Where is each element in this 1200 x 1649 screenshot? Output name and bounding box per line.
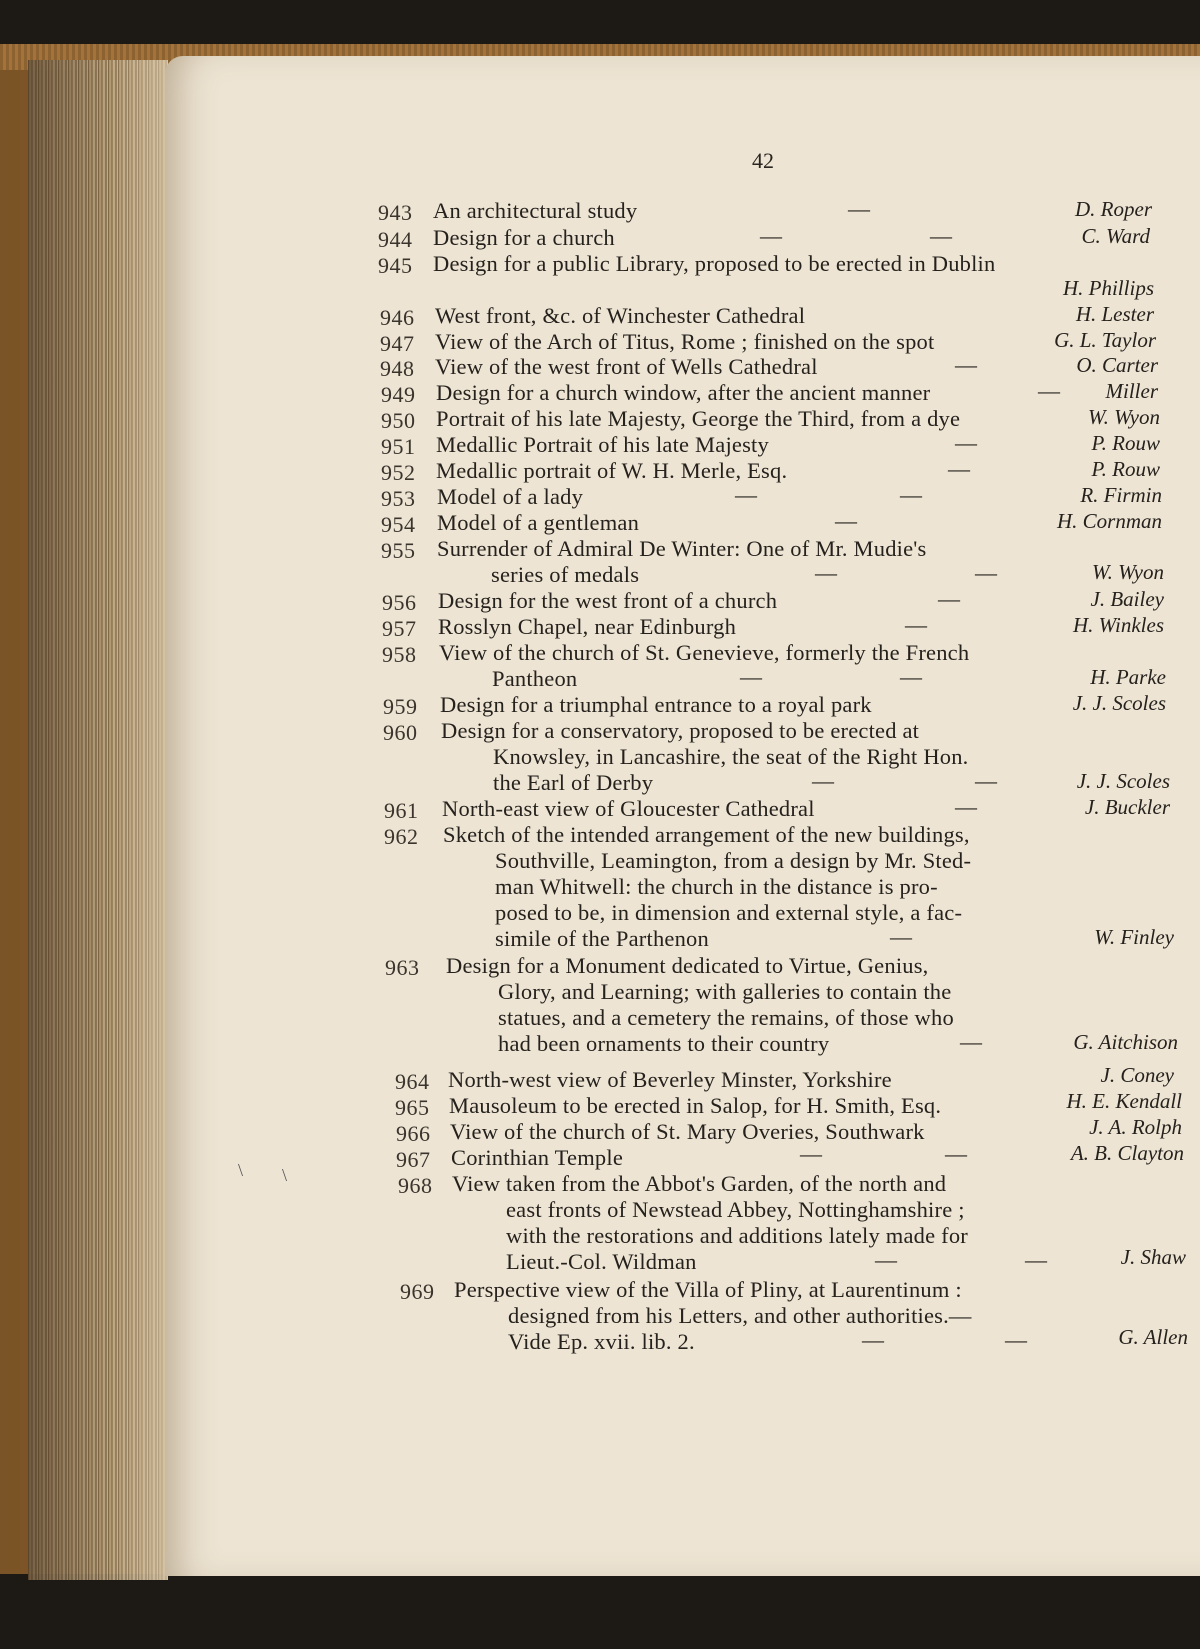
artist-name: H. Lester bbox=[1075, 302, 1154, 326]
entry-title: Design for a conservatory, proposed to be erected at bbox=[441, 718, 920, 743]
leader-dash: — bbox=[948, 456, 970, 481]
artist-name: O. Carter bbox=[1076, 353, 1158, 377]
entry-title-continued: east fronts of Newstead Abbey, Nottinghamshire ; bbox=[506, 1197, 965, 1222]
artist-name: J. Coney bbox=[1100, 1063, 1174, 1087]
entry-number: 943 bbox=[378, 200, 413, 225]
entry-title: West front, &c. of Winchester Cathedral bbox=[435, 303, 806, 328]
leader-dash: — bbox=[930, 223, 952, 248]
artist-name: W. Finley bbox=[1094, 925, 1174, 949]
leader-dash: — bbox=[938, 586, 960, 611]
artist-name: H. Winkles bbox=[1073, 613, 1164, 637]
leader-dash: — bbox=[955, 430, 977, 455]
entry-number: 955 bbox=[381, 538, 416, 563]
entry-number: 950 bbox=[381, 408, 416, 433]
entry-number: 957 bbox=[382, 616, 417, 641]
entry-title: Medallic portrait of W. H. Merle, Esq. bbox=[436, 458, 788, 483]
entry-number: 946 bbox=[380, 305, 415, 330]
entry-title: Rosslyn Chapel, near Edinburgh bbox=[438, 614, 737, 639]
entry-title: Portrait of his late Majesty, George the Third, from a dye bbox=[436, 406, 961, 431]
artist-name: J. Bailey bbox=[1090, 587, 1164, 611]
leader-dash: — bbox=[740, 664, 762, 689]
artist-name: H. Parke bbox=[1090, 665, 1166, 689]
entry-title-continued: with the restorations and additions lately made for bbox=[506, 1223, 968, 1248]
entry-number: 967 bbox=[396, 1147, 431, 1172]
artist-name: P. Rouw bbox=[1091, 431, 1160, 455]
entry-title-continued: designed from his Letters, and other authorities.— bbox=[508, 1303, 972, 1328]
artist-name: J. Shaw bbox=[1120, 1245, 1186, 1269]
entry-title-continued: Pantheon bbox=[492, 666, 578, 691]
entry-title: Design for a Monument dedicated to Virtue, Genius, bbox=[446, 953, 929, 978]
entry-number: 947 bbox=[380, 331, 415, 356]
entry-number: 961 bbox=[384, 798, 419, 823]
artist-name: H. Cornman bbox=[1056, 509, 1162, 533]
entry-number: 953 bbox=[381, 486, 416, 511]
entry-title-continued: Knowsley, in Lancashire, the seat of the Right Hon. bbox=[493, 744, 969, 769]
artist-name: J. Buckler bbox=[1084, 795, 1170, 819]
entry-number: 956 bbox=[382, 590, 417, 615]
artist-name: G. Aitchison bbox=[1073, 1030, 1178, 1054]
artist-name: G. L. Taylor bbox=[1054, 328, 1156, 352]
entry-number: 959 bbox=[383, 694, 418, 719]
entry-number: 966 bbox=[396, 1121, 431, 1146]
entry-number: 962 bbox=[384, 824, 419, 849]
entry-title: Perspective view of the Villa of Pliny, at Laurentinum : bbox=[454, 1277, 962, 1302]
entry-number: 949 bbox=[381, 382, 416, 407]
entry-title: View of the church of St. Mary Overies, Southwark bbox=[450, 1119, 925, 1144]
artist-name: G. Allen bbox=[1118, 1325, 1188, 1349]
entry-number: 945 bbox=[378, 253, 413, 278]
entry-title-continued: series of medals bbox=[491, 562, 640, 587]
entry-number: 960 bbox=[383, 720, 418, 745]
entry-number: 963 bbox=[385, 955, 420, 980]
entry-title-continued: the Earl of Derby bbox=[493, 770, 654, 795]
entry-title: Design for a church bbox=[433, 225, 615, 250]
page-number: 42 bbox=[752, 148, 774, 173]
leader-dash: — bbox=[905, 612, 927, 637]
leader-dash: — bbox=[812, 768, 834, 793]
artist-name: J. A. Rolph bbox=[1089, 1115, 1182, 1139]
entry-title: Sketch of the intended arrangement of the new buildings, bbox=[443, 822, 970, 847]
artist-name: H. E. Kendall bbox=[1066, 1089, 1182, 1113]
leader-dash: — bbox=[1038, 378, 1060, 403]
artist-name: Miller bbox=[1105, 379, 1158, 403]
leader-dash: — bbox=[1025, 1247, 1047, 1272]
entry-title-continued: Lieut.-Col. Wildman bbox=[506, 1249, 697, 1274]
entry-title: North-west view of Beverley Minster, Yorkshire bbox=[448, 1067, 892, 1092]
leader-dash: — bbox=[1005, 1327, 1027, 1352]
artist-name: R. Firmin bbox=[1080, 483, 1162, 507]
leader-dash: — bbox=[975, 768, 997, 793]
entry-title: North-east view of Gloucester Cathedral bbox=[442, 796, 815, 821]
entry-title: An architectural study bbox=[433, 198, 638, 223]
leader-dash: — bbox=[945, 1141, 967, 1166]
entry-title: View of the west front of Wells Cathedral bbox=[435, 354, 818, 379]
entry-title-continued: Vide Ep. xvii. lib. 2. bbox=[508, 1329, 695, 1354]
entry-number: 964 bbox=[395, 1069, 430, 1094]
entry-number: 969 bbox=[400, 1279, 435, 1304]
artist-name: H. Phillips bbox=[1062, 276, 1154, 300]
entry-number: 944 bbox=[378, 227, 413, 252]
entry-number: 951 bbox=[381, 434, 416, 459]
entry-title: Medallic Portrait of his late Majesty bbox=[436, 432, 769, 457]
artist-name: W. Wyon bbox=[1092, 560, 1164, 584]
entry-title: Design for a church window, after the ancient manner bbox=[436, 380, 931, 405]
leader-dash: — bbox=[955, 794, 977, 819]
leader-dash: — bbox=[862, 1327, 884, 1352]
entry-number: 958 bbox=[382, 642, 417, 667]
entry-title: Corinthian Temple bbox=[451, 1145, 624, 1170]
entry-title: Surrender of Admiral De Winter: One of Mr. Mudie's bbox=[437, 536, 927, 561]
entry-title: Design for the west front of a church bbox=[438, 588, 778, 613]
entry-number: 968 bbox=[398, 1173, 433, 1198]
entry-title-continued: posed to be, in dimension and external style, a fac- bbox=[495, 900, 963, 925]
leader-dash: — bbox=[900, 482, 922, 507]
entry-title-continued: simile of the Parthenon bbox=[495, 926, 709, 951]
entry-number: 954 bbox=[381, 512, 416, 537]
entry-title: Model of a lady bbox=[437, 484, 584, 509]
entry-title: View taken from the Abbot's Garden, of the north and bbox=[452, 1171, 947, 1196]
leader-dash: — bbox=[975, 560, 997, 585]
artist-name: C. Ward bbox=[1081, 224, 1150, 248]
leader-dash: — bbox=[848, 196, 870, 221]
margin-mark: \ bbox=[282, 1165, 288, 1185]
artist-name: J. J. Scoles bbox=[1076, 769, 1170, 793]
leader-dash: — bbox=[890, 924, 912, 949]
entry-number: 948 bbox=[380, 356, 415, 381]
leader-dash: — bbox=[875, 1247, 897, 1272]
leader-dash: — bbox=[835, 508, 857, 533]
leader-dash: — bbox=[800, 1141, 822, 1166]
entry-title: Mausoleum to be erected in Salop, for H. Smith, Esq. bbox=[449, 1093, 942, 1118]
entry-number: 965 bbox=[395, 1095, 430, 1120]
entry-title-continued: statues, and a cemetery the remains, of those who bbox=[498, 1005, 954, 1030]
entry-title-continued: Southville, Leamington, from a design by Mr. Sted- bbox=[495, 848, 972, 873]
leader-dash: — bbox=[900, 664, 922, 689]
entry-title: Design for a triumphal entrance to a royal park bbox=[440, 692, 872, 717]
entry-title: View of the church of St. Genevieve, formerly the French bbox=[439, 640, 970, 665]
artist-name: J. J. Scoles bbox=[1072, 691, 1166, 715]
entry-title-continued: man Whitwell: the church in the distance is pro- bbox=[495, 874, 938, 899]
margin-mark: \ bbox=[238, 1160, 244, 1180]
leader-dash: — bbox=[960, 1029, 982, 1054]
artist-name: W. Wyon bbox=[1088, 405, 1160, 429]
artist-name: D. Roper bbox=[1075, 197, 1152, 221]
leader-dash: — bbox=[735, 482, 757, 507]
artist-name: P. Rouw bbox=[1091, 457, 1160, 481]
entry-title: Model of a gentleman bbox=[437, 510, 640, 535]
entry-title: View of the Arch of Titus, Rome ; finished on the spot bbox=[435, 329, 935, 354]
artist-name: A. B. Clayton bbox=[1070, 1141, 1184, 1165]
leader-dash: — bbox=[955, 352, 977, 377]
leader-dash: — bbox=[815, 560, 837, 585]
entry-number: 952 bbox=[381, 460, 416, 485]
entry-title-continued: Glory, and Learning; with galleries to contain the bbox=[498, 979, 952, 1004]
entry-title: Design for a public Library, proposed to be erected in Dublin bbox=[433, 251, 996, 276]
entry-title-continued: had been ornaments to their country bbox=[498, 1031, 830, 1056]
leader-dash: — bbox=[760, 223, 782, 248]
